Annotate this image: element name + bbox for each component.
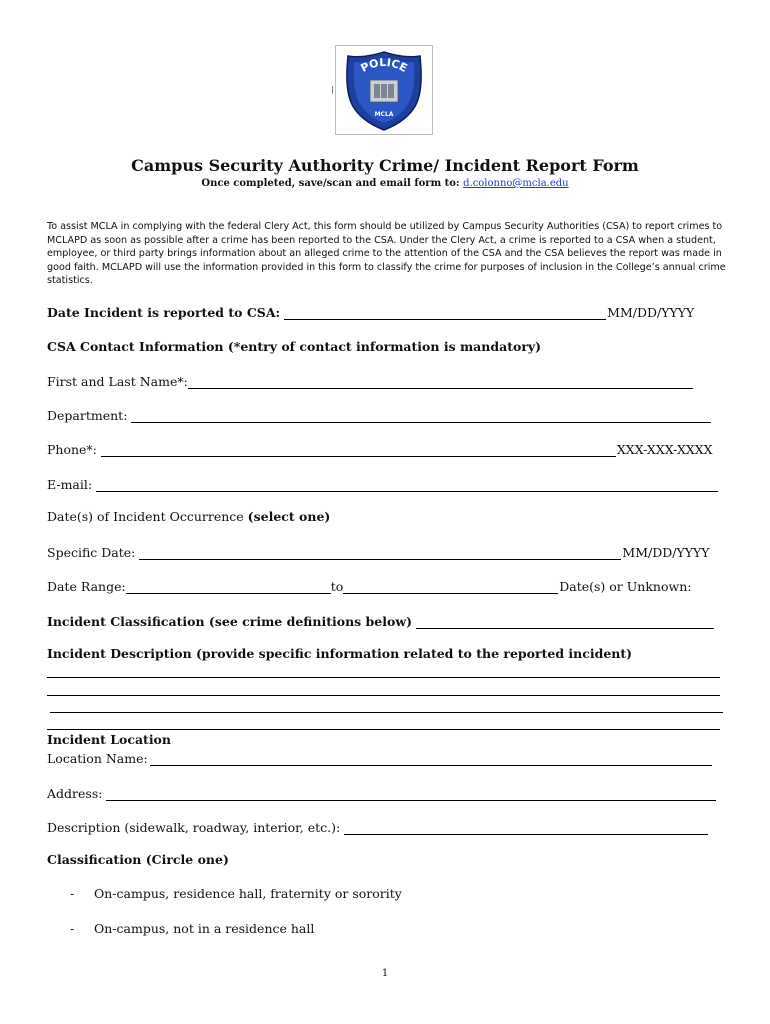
incident-description-heading: Incident Description (provide specific information related to the reported incident) <box>47 646 633 661</box>
svg-text:POLICE: POLICE <box>358 55 410 75</box>
date-reported-label: Date Incident is reported to CSA: <box>47 305 281 320</box>
name-input[interactable] <box>188 375 693 389</box>
description-line-3[interactable] <box>50 712 723 713</box>
option-dash: - <box>70 921 75 936</box>
classification-option[interactable] <box>70 886 402 901</box>
location-name-label: Location Name: <box>47 751 148 766</box>
specific-date-format-hint: MM/DD/YYYY <box>622 545 710 560</box>
date-reported-input[interactable] <box>284 306 606 320</box>
name-row <box>47 372 693 389</box>
date-format-hint: MM/DD/YYYY <box>607 305 695 320</box>
classification-circle-heading: Classification (Circle one) <box>47 852 229 867</box>
phone-input[interactable] <box>101 443 616 457</box>
subtitle-instruction: Once completed, save/scan and email form to: <box>201 178 460 189</box>
date-range-row <box>47 577 691 594</box>
logo-divider-mark <box>332 86 333 94</box>
location-name-input[interactable] <box>150 752 712 766</box>
incident-classification-row <box>47 612 714 629</box>
name-label: First and Last Name*: <box>47 374 188 389</box>
option-label: On-campus, residence hall, fraternity or sorority <box>94 886 402 901</box>
incident-classification-input[interactable] <box>416 615 714 629</box>
occurrence-heading-select: (select one) <box>247 509 331 524</box>
form-subtitle <box>0 178 770 189</box>
date-range-hint: Date(s) or Unknown: <box>559 579 692 594</box>
phone-label: Phone*: <box>47 442 97 457</box>
incident-classification-label: Incident Classification (see crime definitions below) <box>47 614 413 629</box>
address-input[interactable] <box>106 787 716 801</box>
specific-date-row <box>47 543 709 560</box>
address-row <box>47 784 716 801</box>
location-description-input[interactable] <box>344 821 708 835</box>
date-range-label: Date Range: <box>47 579 126 594</box>
address-label: Address: <box>47 786 103 801</box>
occurrence-heading <box>47 509 330 524</box>
department-input[interactable] <box>131 409 711 423</box>
email-label: E-mail: <box>47 477 93 492</box>
intro-paragraph: To assist MCLA in complying with the federal Clery Act, this form should be utilized by Campus Security Authorities (CSA) to report crimes to MCLAPD as soon as possible after a crime has been reported to the CSA. Under the Clery Act, a crime is reported to a CSA when a student, employee, or third party brings information about an alleged crime to the attention of the CSA and the CSA believes the report was made in good faith. MCLAPD will use the information provided in this form to classify the crime for purposes of inclusion in the College’s annual crime statistics. <box>47 221 726 286</box>
email-row <box>47 475 718 492</box>
option-dash: - <box>70 886 75 901</box>
description-line-1[interactable] <box>47 677 720 678</box>
date-range-from-input[interactable] <box>126 580 331 594</box>
police-badge-icon <box>336 46 432 134</box>
svg-text:MCLA: MCLA <box>374 111 394 118</box>
form-title: Campus Security Authority Crime/ Incident Report Form <box>131 156 639 175</box>
location-name-row <box>47 749 712 766</box>
description-line-2[interactable] <box>47 695 720 696</box>
department-label: Department: <box>47 408 128 423</box>
location-description-row <box>47 818 708 835</box>
description-line-4[interactable] <box>47 729 720 730</box>
contact-email-link[interactable]: d.colonno@mcla.edu <box>463 178 569 189</box>
phone-row <box>47 440 713 457</box>
date-reported-row <box>47 303 694 320</box>
police-logo <box>335 45 433 135</box>
option-label: On-campus, not in a residence hall <box>94 921 315 936</box>
incident-location-heading: Incident Location <box>47 732 171 747</box>
page-number: 1 <box>381 968 389 979</box>
csa-contact-heading: CSA Contact Information (*entry of contact information is mandatory) <box>47 339 542 354</box>
location-description-label: Description (sidewalk, roadway, interior, etc.): <box>47 820 341 835</box>
occurrence-heading-text: Date(s) of Incident Occurrence <box>47 509 248 524</box>
department-row <box>47 406 711 423</box>
phone-format-hint: XXX-XXX-XXXX <box>616 442 713 457</box>
date-range-to-label: to <box>330 579 344 594</box>
specific-date-label: Specific Date: <box>47 545 136 560</box>
specific-date-input[interactable] <box>139 546 621 560</box>
email-input[interactable] <box>96 478 718 492</box>
date-range-to-input[interactable] <box>343 580 558 594</box>
classification-option[interactable] <box>70 921 314 936</box>
